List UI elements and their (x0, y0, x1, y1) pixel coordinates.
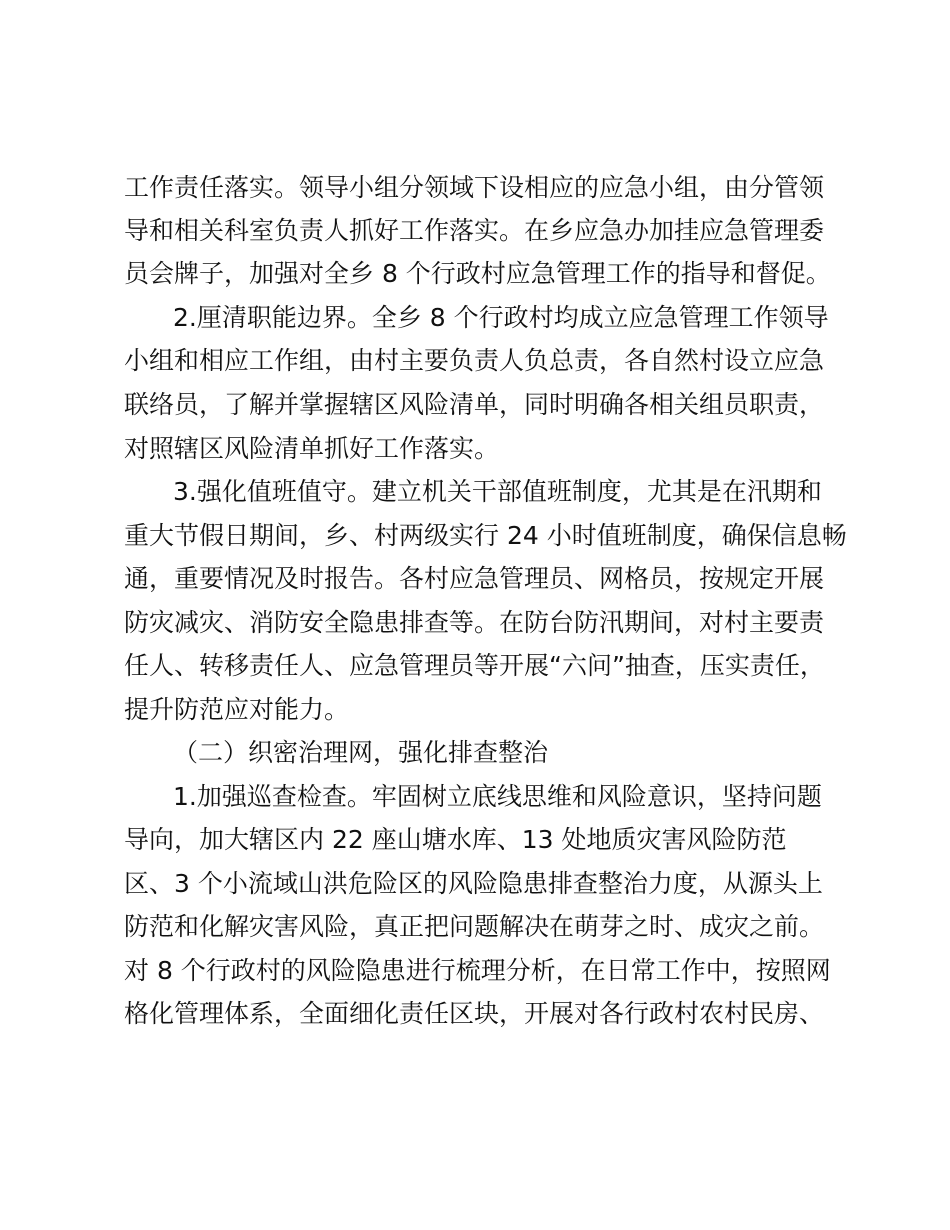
paragraph-line: 防灾减灾、消防安全隐患排查等。在防台防汛期间，对村主要责 (124, 608, 825, 637)
paragraph-line: 提升防范应对能力。 (124, 695, 350, 724)
paragraph-line: 工作责任落实。领导小组分领域下设相应的应急小组，由分管领 (124, 173, 825, 202)
paragraph-line: 格化管理体系，全面细化责任区块，开展对各行政村农村民房、 (124, 999, 825, 1028)
paragraph-line: 重大节假日期间，乡、村两级实行 24 小时值班制度，确保信息畅 (124, 521, 847, 550)
paragraph-line: 员会牌子，加强对全乡 8 个行政村应急管理工作的指导和督促。 (124, 259, 831, 288)
paragraph-line: 3.强化值班值守。建立机关干部值班制度，尤其是在汛期和 (173, 477, 822, 506)
paragraph-line: 对照辖区风险清单抓好工作落实。 (124, 434, 500, 463)
paragraph-line: 通，重要情况及时报告。各村应急管理员、网格员，按规定开展 (124, 564, 825, 593)
section-heading: （二）织密治理网，强化排查整治 (173, 738, 549, 767)
paragraph-line: 联络员，了解并掌握辖区风险清单，同时明确各相关组员职责， (124, 390, 825, 419)
paragraph-line: 区、3 个小流域山洪危险区的风险隐患排查整治力度，从源头上 (124, 869, 823, 898)
paragraph-line: 防范和化解灾害风险，真正把问题解决在萌芽之时、成灾之前。 (124, 912, 825, 941)
paragraph-line: 2.厘清职能边界。全乡 8 个行政村均成立应急管理工作领导 (173, 303, 829, 332)
paragraph-line: 小组和相应工作组，由村主要负责人负总责，各自然村设立应急 (124, 346, 825, 375)
paragraph-line: 1.加强巡查检查。牢固树立底线思维和风险意识，坚持问题 (173, 782, 822, 811)
paragraph-line: 对 8 个行政村的风险隐患进行梳理分析，在日常工作中，按照网 (124, 956, 831, 985)
paragraph-line: 导向，加大辖区内 22 座山塘水库、13 处地质灾害风险防范 (124, 825, 787, 854)
paragraph-line: 任人、转移责任人、应急管理员等开展“六问”抽查，压实责任， (124, 651, 825, 680)
paragraph-line: 导和相关科室负责人抓好工作落实。在乡应急办加挂应急管理委 (124, 216, 825, 245)
